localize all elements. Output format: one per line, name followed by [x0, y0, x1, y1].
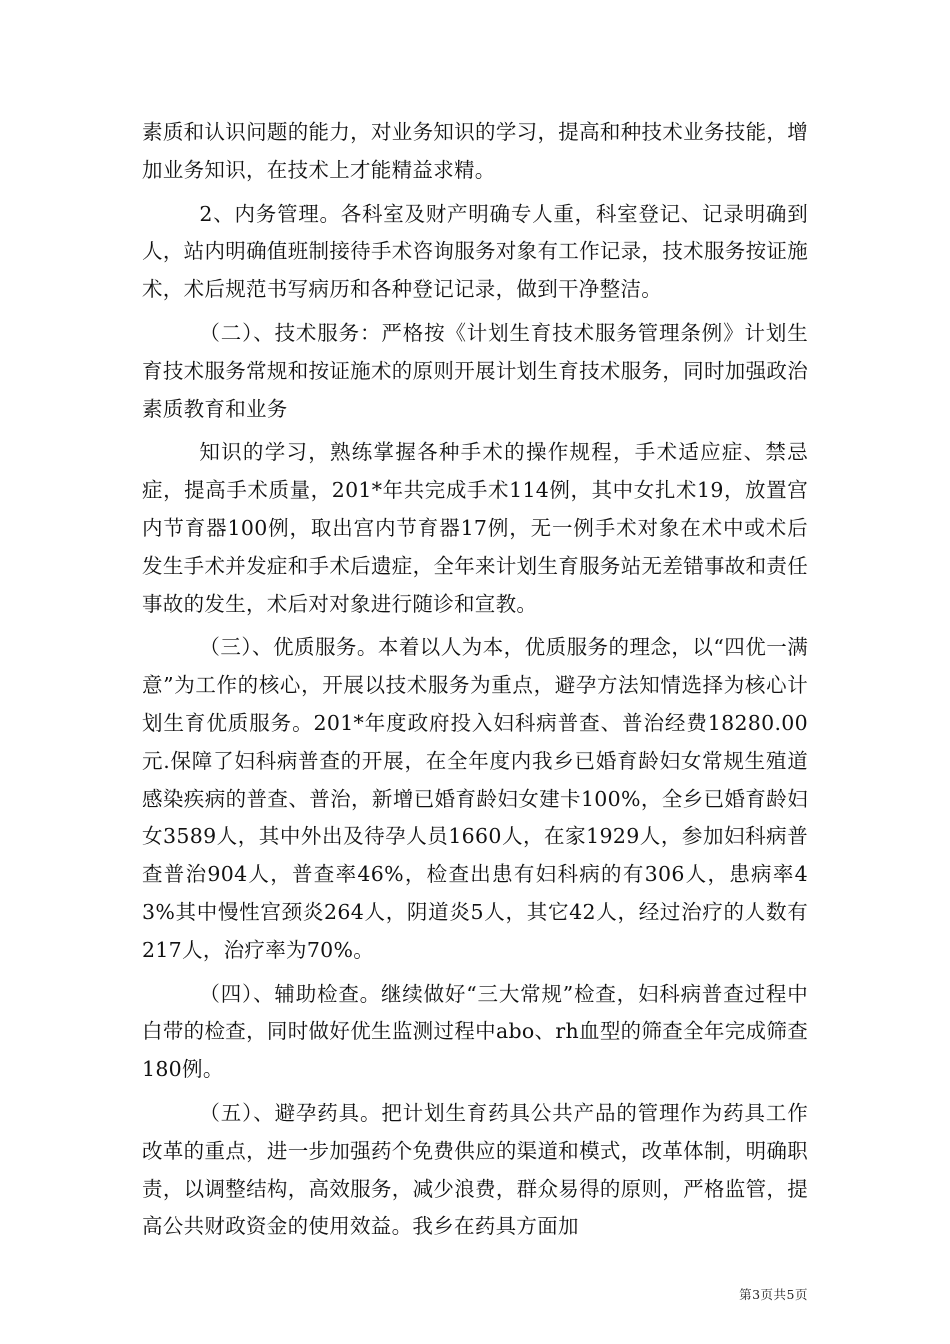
paragraph-auxiliary-examination: （四）、辅助检查。继续做好“三大常规”检查，妇科病普查过程中白带的检查，同时做好优生监测过程中abo、rh血型的筛查全年完成筛查180例。 [142, 981, 808, 1082]
paragraph-quality-service: （三）、优质服务。本着以人为本，优质服务的理念，以“四优一满意”为工作的核心，开展以技术服务为重点，避孕方法知情选择为核心计划生育优质服务。201*年度政府投入妇科病普查、普治经费18280.00元.保障了妇科病普查的开展，在全年度内我乡已婚育龄妇女常规生殖道感染疾病的普查、普治，新增已婚育龄妇女建卡100%，全乡已婚育龄妇女3589人，其中外出及待孕人员1660人，在家1929人，参加妇科病普查普治904人，普查率46%，检查出患有妇科病的有306人，患病率43%其中慢性宫颈炎264人，阴道炎5人，其它42人，经过治疗的人数有217人，治疗率为70%。 [142, 635, 808, 962]
paragraph-internal-management: 2、内务管理。各科室及财产明确专人重，科室登记、记录明确到人，站内明确值班制接待手术咨询服务对象有工作记录，技术服务按证施术，术后规范书写病历和各种登记记录，做到干净整洁。 [142, 201, 808, 302]
paragraph-continuation: 素质和认识问题的能力，对业务知识的学习，提高和种技术业务技能，增加业务知识，在技术上才能精益求精。 [142, 120, 808, 182]
paragraph-contraceptives: （五）、避孕药具。把计划生育药具公共产品的管理作为药具工作改革的重点，进一步加强药个免费供应的渠道和模式，改革体制，明确职责，以调整结构，高效服务，减少浪费，群众易得的原则，严格监管，提高公共财政资金的使用效益。我乡在药具方面加 [142, 1100, 808, 1239]
document-body [142, 114, 808, 1246]
page-number-footer: 第3页共5页 [739, 1287, 808, 1302]
paragraph-technical-service: （二）、技术服务：严格按《计划生育技术服务管理条例》计划生育技术服务常规和按证施术的原则开展计划生育技术服务，同时加强政治素质教育和业务 [142, 320, 808, 421]
paragraph-surgery-statistics: 知识的学习，熟练掌握各种手术的操作规程，手术适应症、禁忌症，提高手术质量，201*年共完成手术114例，其中女扎术19，放置宫内节育器100例，取出宫内节育器17例，无一例手术对象在术中或术后发生手术并发症和手术后遗症，全年来计划生育服务站无差错事故和责任事故的发生，术后对对象进行随诊和宣教。 [142, 440, 808, 616]
